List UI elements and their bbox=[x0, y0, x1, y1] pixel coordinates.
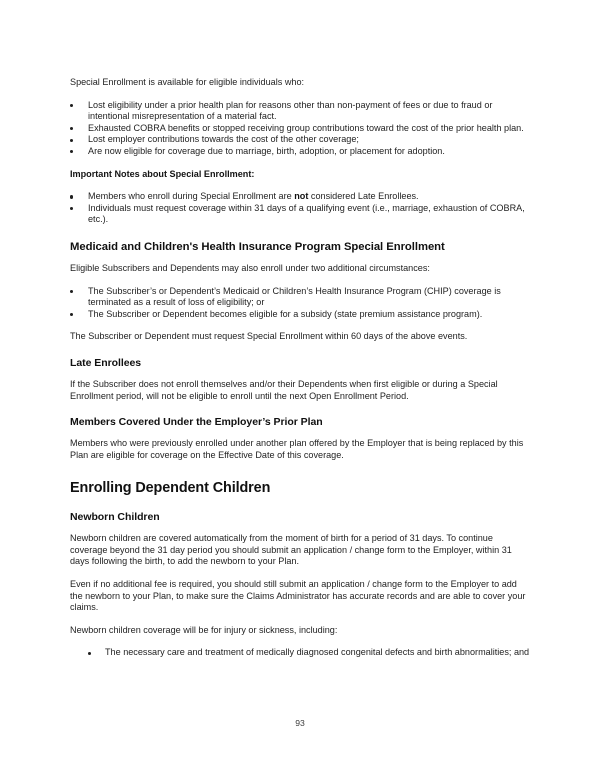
section-heading-medicaid-chip: Medicaid and Children's Health Insurance Program Special Enrollment bbox=[70, 240, 445, 253]
medicaid-chip-bullet-list bbox=[70, 286, 532, 321]
spacer bbox=[70, 320, 532, 331]
list-item bbox=[70, 286, 532, 309]
spacer bbox=[70, 402, 532, 416]
spacer bbox=[70, 180, 532, 191]
newborn-paragraph-2: Even if no additional fee is required, you should still submit an application / change form to the Employer to add the newborn to your Plan, to make sure the Claims Administrator has accurate records and are able to cover your claims. bbox=[70, 579, 526, 613]
spacer bbox=[70, 461, 532, 480]
list-item bbox=[70, 191, 532, 203]
page-number: 93 bbox=[295, 718, 305, 728]
bullet-dot-icon bbox=[70, 104, 73, 107]
newborn-coverage-bullet-list bbox=[88, 647, 532, 659]
list-item bbox=[70, 100, 532, 123]
spacer bbox=[70, 524, 532, 533]
spacer bbox=[70, 275, 532, 286]
bullet-dot-icon bbox=[70, 139, 73, 142]
bullet-dot-icon bbox=[70, 207, 73, 210]
section-heading-prior-plan: Members Covered Under the Employer’s Prior Plan bbox=[70, 416, 323, 429]
page-content bbox=[70, 77, 532, 659]
section-heading-late-enrollees: Late Enrollees bbox=[70, 356, 142, 369]
spacer bbox=[70, 636, 532, 647]
list-item bbox=[70, 123, 532, 135]
spacer bbox=[70, 226, 532, 240]
list-item bbox=[88, 647, 532, 659]
newborn-paragraph-1: Newborn children are covered automatically from the moment of birth for a period of 31 days. To continue coverage beyond the 31 day period you should submit an application / change form to the Employer, within 31 days following the birth, to add the newborn to your Plan. bbox=[70, 533, 512, 567]
list-item-text: Lost employer contributions towards the cost of the other coverage; bbox=[88, 134, 359, 145]
list-item-text: The Subscriber’s or Dependent’s Medicaid or Children’s Health Insurance Program (CHIP) coverage is terminated as a result of loss of eligibility; or bbox=[88, 285, 501, 308]
list-item bbox=[70, 146, 532, 158]
emphasis-not: not bbox=[294, 191, 309, 202]
list-item-text: The Subscriber or Dependent becomes eligible for a subsidy (state premium assistance program). bbox=[88, 308, 483, 319]
special-enrollment-intro: Special Enrollment is available for eligible individuals who: bbox=[70, 77, 305, 87]
medicaid-chip-closing: The Subscriber or Dependent must request Special Enrollment within 60 days of the above events. bbox=[70, 331, 468, 342]
spacer bbox=[70, 254, 532, 263]
spacer bbox=[70, 343, 532, 357]
spacer bbox=[70, 429, 532, 438]
spacer bbox=[70, 568, 532, 579]
list-item bbox=[70, 309, 532, 321]
spacer bbox=[70, 89, 532, 100]
late-enrollees-paragraph: If the Subscriber does not enroll themselves and/or their Dependents when first eligible or during a Special Enrollment period, will not be eligible to enroll until the next Open Enrollment Period. bbox=[70, 378, 498, 401]
medicaid-chip-intro: Eligible Subscribers and Dependents may also enroll under two additional circumstances: bbox=[70, 262, 430, 273]
special-enrollment-bullet-list bbox=[70, 100, 532, 158]
bullet-dot-icon bbox=[70, 195, 73, 198]
bullet-dot-icon bbox=[70, 127, 73, 130]
bullet-dot-icon bbox=[70, 313, 73, 316]
list-item-text: The necessary care and treatment of medically diagnosed congenital defects and birth abnormalities; and bbox=[105, 647, 530, 658]
list-item-text-before: Members who enroll during Special Enrollment are bbox=[88, 191, 295, 202]
bullet-dot-icon bbox=[70, 150, 73, 153]
list-item bbox=[70, 203, 532, 226]
spacer bbox=[70, 614, 532, 625]
list-item-text: Lost eligibility under a prior health plan for reasons other than non-payment of fees or due to fraud or intentional misrepresentation of a material fact. bbox=[88, 99, 493, 122]
newborn-paragraph-3: Newborn children coverage will be for injury or sickness, including: bbox=[70, 624, 338, 635]
section-heading-newborn-children: Newborn Children bbox=[70, 511, 160, 524]
list-item-text: Individuals must request coverage within 31 days of a qualifying event (i.e., marriage, exhaustion of COBRA, etc.). bbox=[88, 202, 525, 225]
list-item bbox=[70, 134, 532, 146]
section-heading-enrolling-dependent-children: Enrolling Dependent Children bbox=[70, 480, 271, 497]
list-item-text: Are now eligible for coverage due to marriage, birth, adoption, or placement for adoption. bbox=[88, 145, 445, 156]
list-item-text-after: considered Late Enrollees. bbox=[308, 191, 419, 202]
prior-plan-paragraph: Members who were previously enrolled under another plan offered by the Employer that is being replaced by this Plan are eligible for coverage on the Effective Date of this coverage. bbox=[70, 438, 524, 460]
bullet-dot-icon bbox=[88, 652, 91, 655]
spacer bbox=[70, 370, 532, 379]
spacer bbox=[70, 497, 532, 511]
spacer bbox=[70, 158, 532, 169]
list-item-text: Exhausted COBRA benefits or stopped receiving group contributions toward the cost of the prior health plan. bbox=[88, 122, 524, 133]
bullet-dot-icon bbox=[70, 290, 73, 293]
important-notes-heading: Important Notes about Special Enrollment: bbox=[70, 168, 255, 179]
important-notes-bullet-list bbox=[70, 191, 532, 226]
